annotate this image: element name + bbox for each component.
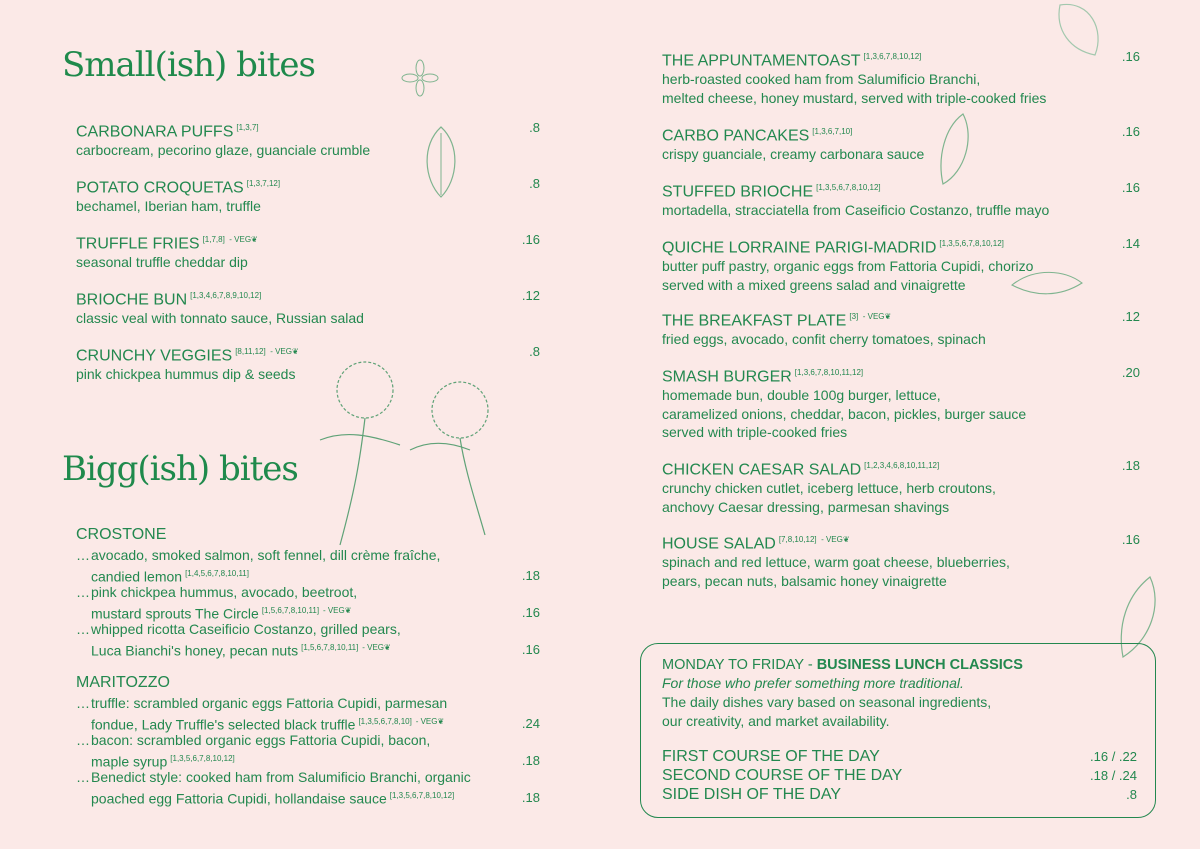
allergens: [1,3,7,12] xyxy=(246,179,281,188)
item-price: .18 xyxy=(521,790,540,806)
leaf-icon: ❦ xyxy=(384,642,391,652)
menu-item xyxy=(662,364,1140,442)
item-name: POTATO CROQUETAS xyxy=(76,179,244,197)
item-description: butter puff pastry, organic eggs from Fattoria Cupidi, chorizo xyxy=(662,258,1034,275)
item-description: crunchy chicken cutlet, iceberg lettuce, herb croutons, xyxy=(662,480,996,497)
veg-label: - VEG xyxy=(415,716,438,726)
item-description: pink chickpea hummus dip & seeds xyxy=(76,366,296,383)
item-description: melted cheese, honey mustard, served with triple-cooked fries xyxy=(662,89,1047,106)
item-line: whipped ricotta Caseificio Costanzo, grilled pears, xyxy=(91,621,401,637)
item-line: poached egg Fattoria Cupidi, hollandaise sauce xyxy=(91,790,387,807)
veg-label: - VEG xyxy=(362,642,385,652)
item-name: SMASH BURGER xyxy=(662,368,792,386)
item-price: .16 xyxy=(1121,49,1140,64)
veg-label: - VEG xyxy=(821,535,843,544)
item-price: .16 xyxy=(521,642,540,658)
veg-label: - VEG xyxy=(270,347,292,356)
course-name: FIRST COURSE OF THE DAY xyxy=(662,748,880,765)
crostone-item: … pink chickpea hummus, avocado, beetroot, mustard sprouts The Circle [1,5,6,7,8,10,11] $^{- VEG❦}$ .16 xyxy=(76,584,540,622)
item-description: served with a mixed greens salad and vinaigrette xyxy=(662,276,966,293)
item-price: .14 xyxy=(1121,236,1140,251)
course-price: .18 / .24 xyxy=(1090,768,1137,783)
item-description: served with triple-cooked fries xyxy=(662,424,848,441)
allergens: [7,8,10,12] xyxy=(778,535,817,544)
maritozzo-title: MARITOZZO xyxy=(76,674,170,691)
item-price: .18 xyxy=(521,568,540,584)
leaf-icon: ❦ xyxy=(884,312,892,321)
business-lunch-title: BUSINESS LUNCH CLASSICS xyxy=(816,657,1023,673)
menu-item xyxy=(76,119,540,160)
big-bites-title: Bigg(ish) bites xyxy=(62,449,298,489)
item-line: pink chickpea hummus, avocado, beetroot, xyxy=(91,584,358,600)
small-bites-title: Small(ish) bites xyxy=(62,45,315,85)
item-price: .24 xyxy=(521,716,540,732)
allergens: [1,3,6,7,8,10,11,12] xyxy=(794,368,864,377)
item-description: pears, pecan nuts, balsamic honey vinaigrette xyxy=(662,572,947,589)
item-description: crispy guanciale, creamy carbonara sauce xyxy=(662,146,925,163)
item-line: truffle: scrambled organic eggs Fattoria Cupidi, parmesan xyxy=(91,695,448,711)
menu-item xyxy=(76,287,540,328)
item-price: .8 xyxy=(529,344,540,359)
menu-item xyxy=(662,531,1140,590)
item-price: .16 xyxy=(521,232,540,247)
item-description: mortadella, stracciatella from Caseificio Costanzo, truffle mayo xyxy=(662,202,1050,219)
item-name: THE APPUNTAMENTOAST xyxy=(662,52,861,70)
item-name: STUFFED BRIOCHE xyxy=(662,183,814,201)
leaf-icon: ❦ xyxy=(291,347,299,356)
allergens: [8,11,12] xyxy=(235,347,266,356)
item-price: .16 xyxy=(1121,124,1140,139)
menu-item xyxy=(662,123,1140,164)
allergens: [1,3,5,6,7,8,10] xyxy=(358,716,412,726)
item-price: .8 xyxy=(529,120,540,135)
allergens: [1,2,3,4,6,8,10,11,12] xyxy=(864,461,940,470)
menu-item xyxy=(662,179,1140,220)
item-description: anchovy Caesar dressing, parmesan shavings xyxy=(662,498,950,515)
crostone-title: CROSTONE xyxy=(76,526,167,543)
item-description: classic veal with tonnato sauce, Russian salad xyxy=(76,310,364,327)
item-name: CARBO PANCAKES xyxy=(662,127,810,145)
item-description: herb-roasted cooked ham from Salumificio Branchi, xyxy=(662,71,981,88)
item-name: THE BREAKFAST PLATE xyxy=(662,312,847,330)
item-description: bechamel, Iberian ham, truffle xyxy=(76,198,261,215)
menu-item xyxy=(76,175,540,216)
item-line: maple syrup xyxy=(91,753,168,770)
item-name: CRUNCHY VEGGIES xyxy=(76,347,233,365)
leaf-icon: ❦ xyxy=(437,716,445,726)
allergens: [1,3,5,6,7,8,10,12] xyxy=(389,790,455,800)
leaf-icon: ❦ xyxy=(842,535,850,544)
allergens: [1,3,5,6,7,8,10,12] xyxy=(939,239,1004,248)
course-price: .16 / .22 xyxy=(1090,749,1137,764)
crostone-item: … avocado, smoked salmon, soft fennel, dill crème fraîche, candied lemon [1,4,5,6,7,8,10,11] .18 xyxy=(76,547,540,585)
crostone-item: … whipped ricotta Caseificio Costanzo, grilled pears, Luca Bianchi's honey, pecan nuts [1,5,6,7,8,10,11] $^{- VEG❦}$ .16 xyxy=(76,621,540,659)
course-name: SECOND COURSE OF THE DAY xyxy=(662,767,903,784)
allergens: [1,3,5,6,7,8,10,12] xyxy=(170,753,235,763)
course-name: SIDE DISH OF THE DAY xyxy=(662,786,841,803)
menu-item xyxy=(662,235,1140,294)
business-lunch-tagline: For those who prefer something more traditional. xyxy=(662,675,964,691)
item-name: HOUSE SALAD xyxy=(662,535,776,553)
course-row xyxy=(662,766,1137,785)
allergens: [1,5,6,7,8,10,11] xyxy=(301,642,359,652)
course-row xyxy=(662,747,1137,766)
maritozzo-item: … truffle: scrambled organic eggs Fattoria Cupidi, parmesan fondue, Lady Truffle's selected black truffle [1,3,5,6,7,8,10] $^{- VEG❦}$ .24 xyxy=(76,695,540,733)
item-description: seasonal truffle cheddar dip xyxy=(76,254,248,271)
item-price: .16 xyxy=(1121,180,1140,195)
item-price: .12 xyxy=(1121,309,1140,324)
allergens: [3] xyxy=(849,312,859,321)
flower-illustration xyxy=(400,58,440,98)
course-price: .8 xyxy=(1126,787,1137,802)
item-price: .20 xyxy=(1121,365,1140,380)
veg-label: - VEG xyxy=(322,605,345,615)
item-name: BRIOCHE BUN xyxy=(76,291,188,309)
business-lunch-box xyxy=(640,643,1156,818)
item-price: .18 xyxy=(1121,458,1140,473)
allergens: [1,3,5,6,7,8,10,12] xyxy=(816,183,881,192)
item-description: caramelized onions, cheddar, bacon, pickles, burger sauce xyxy=(662,405,1027,422)
maritozzo-item: … Benedict style: cooked ham from Salumificio Branchi, organic poached egg Fattoria Cupidi, hollandaise sauce [1,3,5,6,7,8,10,12] .18 xyxy=(76,769,540,807)
item-price: .18 xyxy=(521,753,540,769)
menu-item xyxy=(662,457,1140,516)
menu-item xyxy=(76,231,540,272)
item-description: spinach and red lettuce, warm goat cheese, blueberries, xyxy=(662,554,1010,571)
item-line: fondue, Lady Truffle's selected black truffle xyxy=(91,716,356,733)
menu-item xyxy=(662,308,1140,349)
leaf-icon: ❦ xyxy=(344,605,352,615)
item-price: .16 xyxy=(1121,532,1140,547)
item-description: fried eggs, avocado, confit cherry tomatoes, spinach xyxy=(662,331,986,348)
menu-item xyxy=(662,48,1140,107)
item-name: CHICKEN CAESAR SALAD xyxy=(662,461,862,479)
veg-label: - VEG xyxy=(229,235,252,244)
item-line: bacon: scrambled organic eggs Fattoria Cupidi, bacon, xyxy=(91,732,431,748)
allergens: [1,3,4,6,7,8,9,10,12] xyxy=(190,291,262,300)
course-row xyxy=(662,785,1137,804)
veg-label: - VEG xyxy=(862,312,885,321)
item-description: homemade bun, double 100g burger, lettuce, xyxy=(662,387,941,404)
leaf-icon: ❦ xyxy=(251,235,258,244)
allergens: [1,4,5,6,7,8,10,11] xyxy=(185,568,249,578)
item-name: TRUFFLE FRIES xyxy=(76,235,200,253)
menu-item xyxy=(76,343,540,384)
maritozzo-item: … bacon: scrambled organic eggs Fattoria Cupidi, bacon, maple syrup [1,3,5,6,7,8,10,12] .18 xyxy=(76,732,540,770)
business-lunch-note: The daily dishes vary based on seasonal ingredients, xyxy=(662,694,992,710)
item-name: QUICHE LORRAINE PARIGI-MADRID xyxy=(662,239,937,257)
allergens: [1,7,8] xyxy=(202,235,225,244)
item-description: carbocream, pecorino glaze, guanciale crumble xyxy=(76,142,371,159)
item-line: Benedict style: cooked ham from Salumificio Branchi, organic xyxy=(91,769,471,785)
business-lunch-headline: MONDAY TO FRIDAY - BUSINESS LUNCH CLASSICS xyxy=(662,657,1023,673)
allergens: [1,3,6,7,10] xyxy=(812,127,853,136)
allergens: [1,5,6,7,8,10,11] xyxy=(261,605,320,615)
business-lunch-note: our creativity, and market availability. xyxy=(662,713,890,729)
item-line: mustard sprouts The Circle xyxy=(91,605,259,622)
item-price: .12 xyxy=(521,288,540,303)
item-line: candied lemon xyxy=(91,568,183,585)
item-price: .16 xyxy=(521,605,540,621)
allergens: [1,3,6,7,8,10,12] xyxy=(863,52,922,61)
item-line: avocado, smoked salmon, soft fennel, dill crème fraîche, xyxy=(91,547,441,563)
allergens: [1,3,7] xyxy=(236,123,259,132)
item-line: Luca Bianchi's honey, pecan nuts xyxy=(91,642,299,659)
item-price: .8 xyxy=(529,176,540,191)
item-name: CARBONARA PUFFS xyxy=(76,123,234,141)
